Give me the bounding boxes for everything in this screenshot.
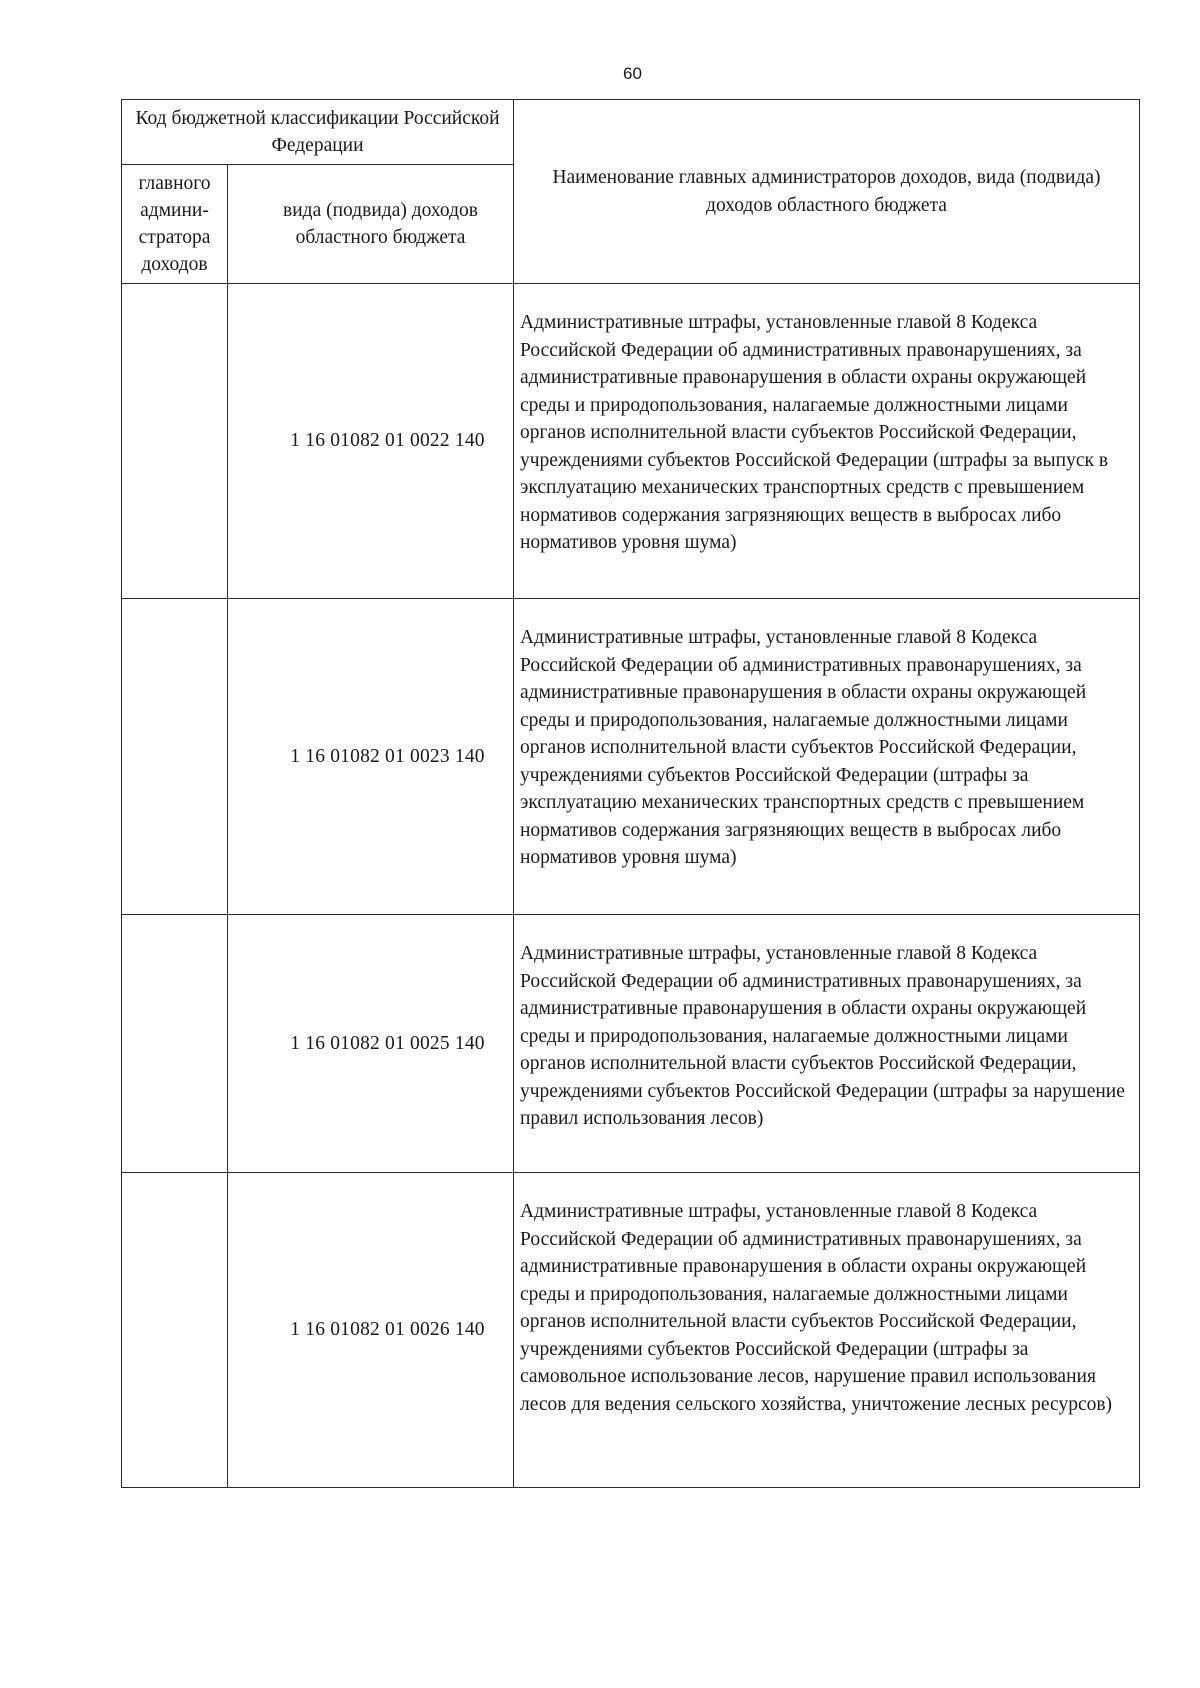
page-number: 60 bbox=[623, 64, 642, 83]
admin-code-cell bbox=[122, 599, 228, 915]
admin-code-cell bbox=[122, 284, 228, 599]
income-name-cell: Административные штрафы, установленные главой 8 Кодекса Российской Федерации об административных правонарушениях, за административные правонарушения в области охраны окружающей среды и природопользования, налагаемые должностными лицами органов исполнительной власти субъектов Российской Федерации, учреждениями субъектов Российской Федерации (штрафы за выпуск в эксплуатацию механических транспортных средств с превышением нормативов содержания загрязняющих веществ в выбросах либо нормативов уровня шума) bbox=[514, 284, 1140, 599]
income-name-cell: Административные штрафы, установленные главой 8 Кодекса Российской Федерации об административных правонарушениях, за административные правонарушения в области охраны окружающей среды и природопользования, налагаемые должностными лицами органов исполнительной власти субъектов Российской Федерации, учреждениями субъектов Российской Федерации (штрафы за эксплуатацию механических транспортных средств с превышением нормативов содержания загрязняющих веществ в выбросах либо нормативов уровня шума) bbox=[514, 599, 1140, 915]
header-code-column: вида (подвида) доходов областного бюджета bbox=[228, 165, 514, 284]
income-code-cell: 1 16 01082 01 0023 140 bbox=[228, 599, 514, 915]
table-row bbox=[122, 1173, 1140, 1488]
admin-code-cell bbox=[122, 1173, 228, 1488]
table-header-row-1 bbox=[122, 100, 1140, 165]
table-row bbox=[122, 284, 1140, 599]
budget-classification-table bbox=[121, 99, 1140, 1488]
income-code-cell: 1 16 01082 01 0026 140 bbox=[228, 1173, 514, 1488]
table-row bbox=[122, 599, 1140, 915]
header-admin-column: главного админи-стратора доходов bbox=[122, 165, 228, 284]
header-name-column: Наименование главных администраторов доходов, вида (подвида) доходов областного бюджета bbox=[514, 100, 1140, 284]
income-code-cell: 1 16 01082 01 0025 140 bbox=[228, 915, 514, 1173]
admin-code-cell bbox=[122, 915, 228, 1173]
income-code-cell: 1 16 01082 01 0022 140 bbox=[228, 284, 514, 599]
income-name-cell: Административные штрафы, установленные главой 8 Кодекса Российской Федерации об административных правонарушениях, за административные правонарушения в области охраны окружающей среды и природопользования, налагаемые должностными лицами органов исполнительной власти субъектов Российской Федерации, учреждениями субъектов Российской Федерации (штрафы за нарушение правил использования лесов) bbox=[514, 915, 1140, 1173]
header-budget-code-group: Код бюджетной классификации Российской Федерации bbox=[122, 100, 514, 165]
income-name-cell: Административные штрафы, установленные главой 8 Кодекса Российской Федерации об административных правонарушениях, за административные правонарушения в области охраны окружающей среды и природопользования, налагаемые должностными лицами органов исполнительной власти субъектов Российской Федерации, учреждениями субъектов Российской Федерации (штрафы за самовольное использование лесов, нарушение правил использования лесов для ведения сельского хозяйства, уничтожение лесных ресурсов) bbox=[514, 1173, 1140, 1488]
table-row bbox=[122, 915, 1140, 1173]
